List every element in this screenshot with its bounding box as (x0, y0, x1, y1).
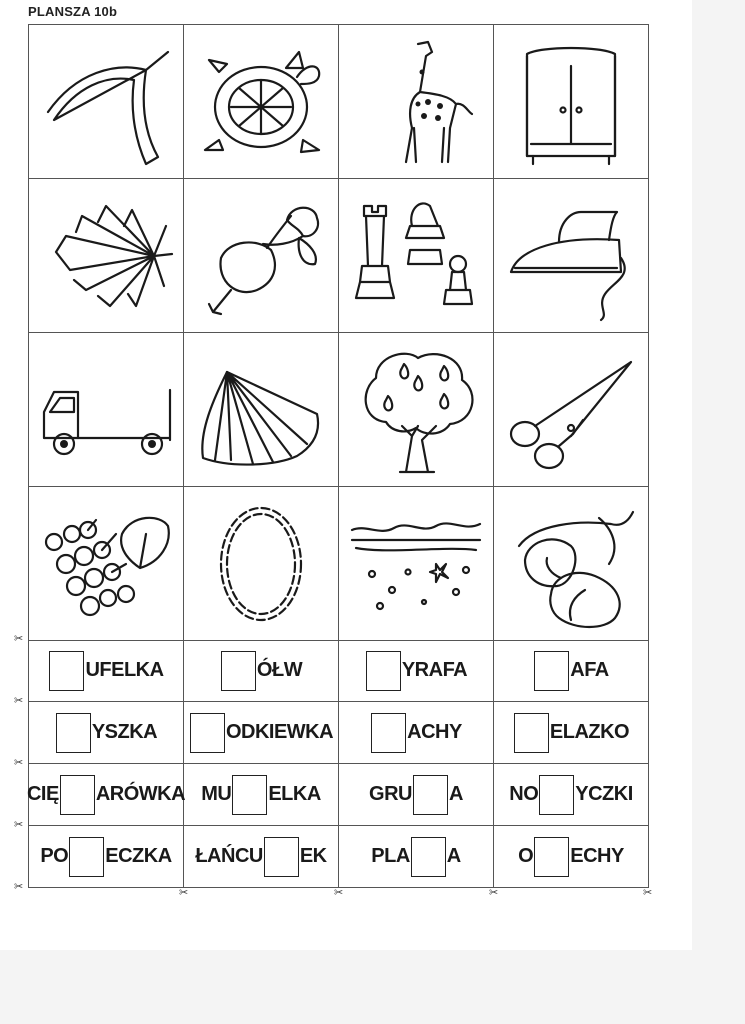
word-suffix: YCZKI (575, 783, 633, 805)
picture-cell (29, 333, 184, 487)
cut-mark-icon: ✂ (179, 887, 189, 899)
word-suffix: ELAZKO (549, 721, 630, 743)
wishbone-icon (36, 32, 176, 172)
missing-letter-box[interactable] (413, 775, 448, 815)
word-suffix: UFELKA (85, 659, 164, 681)
missing-letter-box[interactable] (56, 713, 91, 753)
cut-mark-icon: ✂ (643, 887, 653, 899)
word-card (29, 640, 184, 702)
cut-mark-icon: ✂ (14, 633, 24, 645)
word-suffix: ACHY (407, 721, 462, 743)
word-suffix: EK (299, 845, 327, 867)
word-prefix: NO (509, 783, 539, 805)
word-card (494, 640, 649, 702)
cut-mark-icon: ✂ (14, 695, 24, 707)
picture-cell (339, 25, 494, 179)
word-card (494, 826, 649, 888)
picture-cell (29, 25, 184, 179)
pear-tree-icon (346, 340, 486, 480)
wardrobe-icon (501, 32, 641, 172)
word-card (184, 702, 339, 764)
word-suffix: ECHY (570, 845, 624, 867)
missing-letter-box[interactable] (534, 651, 569, 691)
missing-letter-box[interactable] (232, 775, 267, 815)
beetroot-icon (191, 186, 331, 326)
missing-letter-box[interactable] (264, 837, 299, 877)
word-card (29, 702, 184, 764)
word-suffix: AFA (570, 659, 609, 681)
picture-cell (184, 487, 339, 641)
word-card (339, 702, 494, 764)
missing-letter-box[interactable] (366, 651, 401, 691)
picture-cell (184, 25, 339, 179)
word-prefix: PO (40, 845, 69, 867)
chess-pieces-icon (346, 186, 486, 326)
word-prefix: PLA (371, 845, 410, 867)
missing-letter-box[interactable] (514, 713, 549, 753)
missing-letter-box[interactable] (190, 713, 225, 753)
word-suffix: ELKA (268, 783, 321, 805)
word-card (184, 764, 339, 826)
picture-cell (494, 25, 649, 179)
missing-letter-box[interactable] (69, 837, 104, 877)
picture-cell (339, 487, 494, 641)
word-suffix: ÓŁW (256, 659, 303, 681)
word-card (184, 826, 339, 888)
word-card (184, 640, 339, 702)
word-prefix: ŁAŃCU (195, 845, 263, 867)
word-card (494, 764, 649, 826)
word-prefix: MU (201, 783, 232, 805)
picture-cell (339, 179, 494, 333)
word-card (494, 702, 649, 764)
word-suffix: A (446, 845, 461, 867)
word-prefix: CIĘ (26, 783, 59, 805)
shell-icon (191, 340, 331, 480)
picture-cell (29, 487, 184, 641)
missing-letter-box[interactable] (49, 651, 84, 691)
word-grid (28, 640, 649, 888)
word-prefix: O (518, 845, 534, 867)
word-card (26, 764, 186, 826)
word-card (339, 826, 494, 888)
picture-cell (184, 333, 339, 487)
cut-mark-icon: ✂ (14, 819, 24, 831)
hazelnuts-icon (501, 494, 641, 634)
cut-mark-icon: ✂ (489, 887, 499, 899)
missing-letter-box[interactable] (539, 775, 574, 815)
page-title: PLANSZA 10b (28, 4, 118, 19)
picture-cell (494, 487, 649, 641)
beach-icon (346, 494, 486, 634)
word-card (339, 764, 494, 826)
chain-icon (191, 494, 331, 634)
missing-letter-box[interactable] (411, 837, 446, 877)
word-suffix: ECZKA (105, 845, 172, 867)
missing-letter-box[interactable] (371, 713, 406, 753)
currants-icon (36, 494, 176, 634)
picture-grid (28, 24, 649, 641)
picture-cell (494, 179, 649, 333)
giraffe-icon (346, 32, 486, 172)
picture-cell (339, 333, 494, 487)
truck-icon (36, 340, 176, 480)
word-suffix: ODKIEWKA (225, 721, 334, 743)
word-suffix: YSZKA (91, 721, 158, 743)
picture-cell (29, 179, 184, 333)
turtle-icon (191, 32, 331, 172)
cut-mark-icon: ✂ (334, 887, 344, 899)
word-card (339, 640, 494, 702)
word-card (29, 826, 184, 888)
cut-mark-icon: ✂ (14, 757, 24, 769)
picture-cell (184, 179, 339, 333)
missing-letter-box[interactable] (60, 775, 95, 815)
word-prefix: GRU (369, 783, 412, 805)
picture-cell (494, 333, 649, 487)
word-suffix: ARÓWKA (95, 783, 186, 805)
missing-letter-box[interactable] (221, 651, 256, 691)
missing-letter-box[interactable] (534, 837, 569, 877)
word-suffix: YRAFA (401, 659, 468, 681)
scissors-icon (501, 340, 641, 480)
cut-mark-icon: ✂ (14, 881, 24, 893)
word-suffix: A (449, 783, 463, 805)
artichoke-icon (36, 186, 176, 326)
iron-icon (501, 186, 641, 326)
